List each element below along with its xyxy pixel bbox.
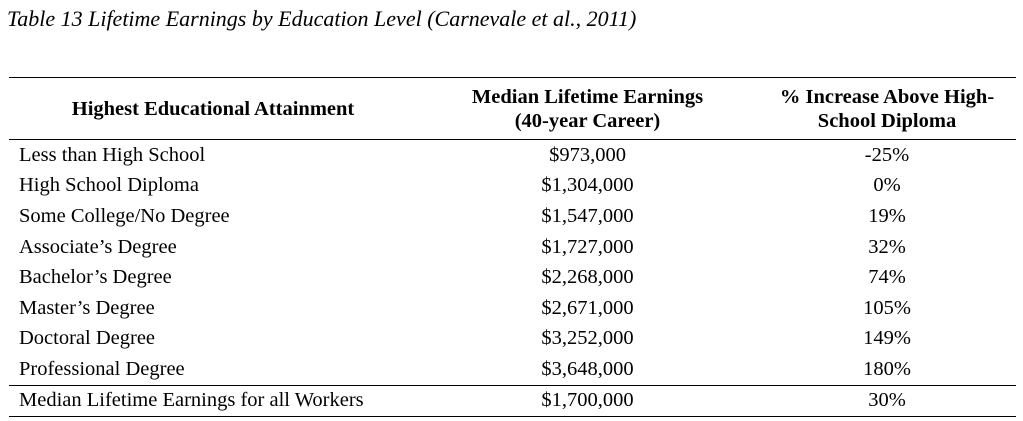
- header-attainment-text: Highest Educational Attainment: [71, 97, 355, 120]
- cell-earnings: $1,547,000: [541, 204, 634, 227]
- cell-attainment: Bachelor’s Degree: [19, 266, 172, 289]
- summary-increase: 30%: [758, 385, 1016, 416]
- cell-earnings: $3,648,000: [541, 357, 634, 380]
- cell-increase: 19%: [868, 204, 906, 227]
- cell-attainment: Associate’s Degree: [19, 235, 177, 258]
- table-body: [9, 140, 1016, 417]
- cell-earnings: $1,727,000: [541, 235, 634, 258]
- cell-increase: 74%: [868, 266, 906, 289]
- cell-earnings: $973,000: [549, 143, 626, 166]
- cell-attainment: Some College/No Degree: [19, 204, 230, 227]
- table-row: [9, 354, 1016, 385]
- table-row: [9, 262, 1016, 293]
- cell-earnings: $1,304,000: [541, 174, 634, 197]
- cell-increase: 0%: [873, 174, 901, 197]
- cell-earnings: $2,671,000: [541, 296, 634, 319]
- header-increase: [758, 78, 1016, 140]
- cell-increase: 32%: [868, 235, 906, 258]
- summary-earnings: $1,700,000: [417, 385, 758, 416]
- cell-attainment: Master’s Degree: [19, 296, 155, 319]
- table-header: [9, 78, 1016, 140]
- table-row: [9, 293, 1016, 324]
- table-row: [9, 232, 1016, 263]
- header-earnings-line-2: (40-year Career): [514, 109, 661, 132]
- cell-increase: -25%: [864, 143, 910, 166]
- header-attainment: [9, 78, 417, 140]
- cell-increase: 180%: [863, 357, 911, 380]
- cell-attainment: Less than High School: [19, 143, 206, 166]
- summary-row: [9, 385, 1016, 416]
- table-caption: Table 13 Lifetime Earnings by Education Level (Carnevale et al., 2011): [7, 6, 637, 31]
- cell-earnings: $3,252,000: [541, 327, 634, 350]
- header-increase-line-2: School Diploma: [817, 109, 957, 132]
- cell-increase: 149%: [863, 327, 911, 350]
- table-row: [9, 140, 1016, 171]
- table-row: [9, 171, 1016, 202]
- header-row: [9, 78, 1016, 140]
- cell-attainment: High School Diploma: [19, 174, 199, 197]
- header-earnings-line-1: Median Lifetime Earnings: [471, 85, 704, 108]
- cell-attainment: Doctoral Degree: [19, 327, 156, 350]
- cell-earnings: $2,268,000: [541, 266, 634, 289]
- table-row: [9, 324, 1016, 355]
- summary-attainment: Median Lifetime Earnings for all Workers: [9, 385, 417, 416]
- table-row: [9, 201, 1016, 232]
- earnings-table: [9, 77, 1016, 417]
- cell-attainment: Professional Degree: [19, 357, 185, 380]
- cell-increase: 105%: [863, 296, 911, 319]
- header-increase-line-1: % Increase Above High-: [779, 85, 995, 108]
- header-earnings: [417, 78, 758, 140]
